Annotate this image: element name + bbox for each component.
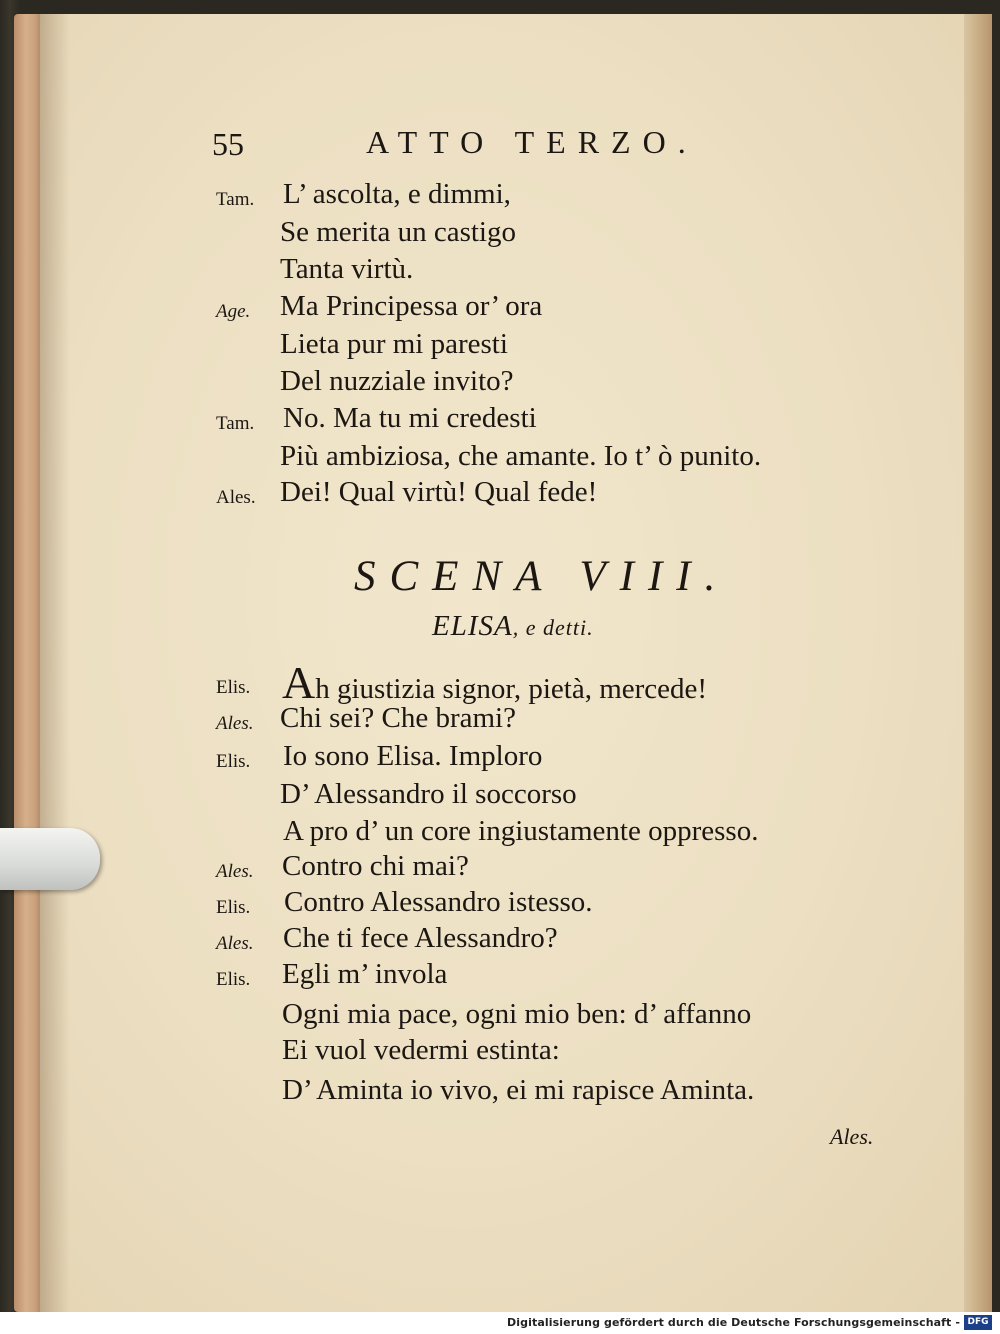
verse-line: Io sono Elisa. Imploro bbox=[283, 740, 543, 772]
page-edge-right bbox=[964, 14, 992, 1312]
verse-line-first bbox=[282, 657, 708, 708]
verse-line: Ma Principessa or’ ora bbox=[280, 290, 543, 322]
verse-line: Contro Alessandro istesso. bbox=[284, 886, 593, 918]
gutter-shadow bbox=[40, 14, 70, 1312]
verse-line: Ei vuol vedermi estinta: bbox=[282, 1034, 560, 1066]
verse-line-text: h giustizia signor, pietà, mercede! bbox=[315, 673, 708, 705]
verse-line: L’ ascolta, e dimmi, bbox=[283, 178, 511, 210]
page-clip bbox=[0, 828, 100, 890]
verse-line: No. Ma tu mi credesti bbox=[283, 402, 537, 434]
speaker-label: Age. bbox=[216, 301, 251, 322]
verse-line: D’ Alessandro il soccorso bbox=[280, 778, 577, 810]
speaker-label: Elis. bbox=[216, 969, 251, 990]
scene-subtitle-rest: , e detti. bbox=[512, 615, 594, 640]
catchword: Ales. bbox=[830, 1124, 874, 1149]
verse-line: Tanta virtù. bbox=[280, 253, 414, 285]
page-number: 55 bbox=[212, 126, 244, 162]
speaker-label: Elis. bbox=[216, 897, 251, 918]
speaker-label: Tam. bbox=[216, 413, 255, 434]
verse-line: Lieta pur mi paresti bbox=[280, 328, 508, 360]
speaker-label: Ales. bbox=[216, 487, 256, 508]
verse-line: D’ Aminta io vivo, ei mi rapisce Aminta. bbox=[282, 1074, 755, 1106]
running-title: ATTO TERZO. bbox=[366, 124, 698, 160]
footer-credit: Digitalisierung gefördert durch die Deutsche Forschungsgemeinschaft - bbox=[507, 1316, 960, 1329]
verse-line: Dei! Qual virtù! Qual fede! bbox=[280, 476, 598, 508]
verse-line: Se merita un castigo bbox=[280, 216, 516, 248]
speaker-label: Tam. bbox=[216, 189, 255, 210]
verse-line: Chi sei? Che brami? bbox=[280, 702, 516, 734]
verse-line: Che ti fece Alessandro? bbox=[283, 922, 558, 954]
scene-subtitle bbox=[432, 610, 594, 643]
scene-character-name: ELISA bbox=[432, 610, 513, 642]
verse-line: Egli m’ invola bbox=[282, 958, 448, 990]
verse-line: A pro d’ un core ingiustamente oppresso. bbox=[283, 815, 759, 847]
speaker-label: Elis. bbox=[216, 677, 251, 698]
verse-line: Del nuzziale invito? bbox=[280, 365, 514, 397]
scene-title: SCENA VIII. bbox=[354, 553, 730, 600]
verse-line: Ogni mia pace, ogni mio ben: d’ affanno bbox=[282, 998, 752, 1030]
speaker-label: Ales. bbox=[216, 933, 254, 954]
verse-line: Contro chi mai? bbox=[282, 850, 469, 882]
speaker-label: Elis. bbox=[216, 751, 251, 772]
speaker-label: Ales. bbox=[216, 713, 254, 734]
dfg-logo: DFG bbox=[964, 1315, 992, 1330]
speaker-label: Ales. bbox=[216, 861, 254, 882]
verse-line: Più ambiziosa, che amante. Io t’ ò punito. bbox=[280, 440, 762, 472]
drop-cap: A bbox=[282, 657, 316, 708]
